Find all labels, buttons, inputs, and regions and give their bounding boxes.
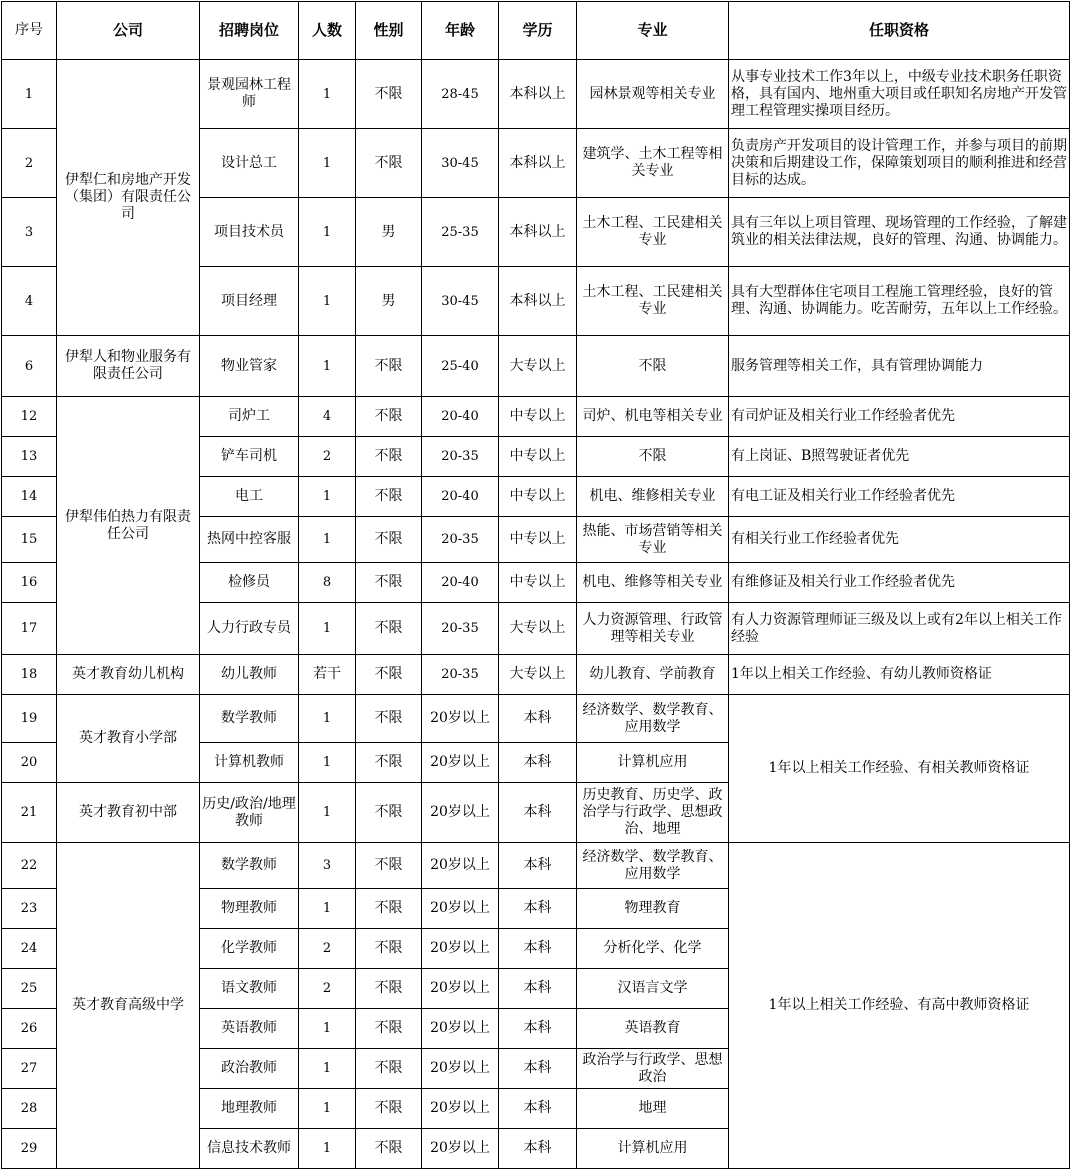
cell-age: 20岁以上 [422, 783, 499, 843]
cell-position: 热网中控客服 [200, 517, 299, 563]
cell-age: 20-35 [422, 437, 499, 477]
cell-major: 机电、维修相关专业 [577, 477, 729, 517]
cell-qualification: 服务管理等相关工作，具有管理协调能力 [729, 336, 1070, 397]
cell-major: 园林景观等相关专业 [577, 60, 729, 129]
cell-education: 大专以上 [499, 336, 577, 397]
cell-age: 20-40 [422, 477, 499, 517]
cell-major: 幼儿教育、学前教育 [577, 655, 729, 695]
cell-gender: 不限 [356, 929, 422, 969]
cell-count: 1 [299, 695, 356, 743]
cell-count: 3 [299, 843, 356, 889]
cell-count: 8 [299, 563, 356, 603]
cell-gender: 不限 [356, 695, 422, 743]
cell-gender: 不限 [356, 397, 422, 437]
header-age: 年龄 [422, 2, 499, 60]
cell-count: 1 [299, 198, 356, 267]
cell-qualification: 从事专业技术工作3年以上，中级专业技术职务任职资格，具有国内、地州重大项目或任职知名房地产开发管理工程管理实操项目经历。 [729, 60, 1070, 129]
cell-count: 1 [299, 267, 356, 336]
cell-age: 30-45 [422, 267, 499, 336]
header-position: 招聘岗位 [200, 2, 299, 60]
cell-count: 1 [299, 783, 356, 843]
cell-position: 景观园林工程师 [200, 60, 299, 129]
cell-age: 20岁以上 [422, 695, 499, 743]
table-row [2, 336, 1070, 397]
cell-company: 英才教育高级中学 [57, 843, 200, 1169]
cell-gender: 不限 [356, 1009, 422, 1049]
cell-company: 英才教育幼儿机构 [57, 655, 200, 695]
cell-age: 20-35 [422, 655, 499, 695]
cell-gender: 男 [356, 267, 422, 336]
cell-gender: 不限 [356, 129, 422, 198]
cell-education: 本科 [499, 1009, 577, 1049]
cell-seq: 25 [2, 969, 57, 1009]
cell-count: 1 [299, 129, 356, 198]
cell-qualification: 具有大型群体住宅项目工程施工管理经验，良好的管理、沟通、协调能力。吃苦耐劳，五年以上工作经验。 [729, 267, 1070, 336]
cell-position: 信息技术教师 [200, 1129, 299, 1169]
cell-seq: 23 [2, 889, 57, 929]
cell-major: 政治学与行政学、思想政治 [577, 1049, 729, 1089]
cell-qualification: 有电工证及相关行业工作经验者优先 [729, 477, 1070, 517]
cell-gender: 不限 [356, 1089, 422, 1129]
cell-age: 20岁以上 [422, 743, 499, 783]
cell-gender: 不限 [356, 843, 422, 889]
cell-major: 热能、市场营销等相关专业 [577, 517, 729, 563]
cell-seq: 26 [2, 1009, 57, 1049]
cell-seq: 17 [2, 603, 57, 655]
cell-gender: 不限 [356, 477, 422, 517]
cell-age: 20岁以上 [422, 1089, 499, 1129]
cell-position: 数学教师 [200, 695, 299, 743]
cell-qualification: 1年以上相关工作经验、有幼儿教师资格证 [729, 655, 1070, 695]
cell-count: 1 [299, 1009, 356, 1049]
cell-gender: 不限 [356, 969, 422, 1009]
cell-gender: 不限 [356, 563, 422, 603]
cell-count: 1 [299, 517, 356, 563]
cell-age: 20岁以上 [422, 1049, 499, 1089]
cell-education: 本科 [499, 783, 577, 843]
cell-company: 伊犁人和物业服务有限责任公司 [57, 336, 200, 397]
header-row [2, 2, 1070, 60]
cell-major: 不限 [577, 336, 729, 397]
cell-age: 20-35 [422, 517, 499, 563]
cell-education: 本科 [499, 969, 577, 1009]
cell-major: 计算机应用 [577, 1129, 729, 1169]
cell-position: 地理教师 [200, 1089, 299, 1129]
cell-count: 1 [299, 743, 356, 783]
table-row [2, 397, 1070, 437]
cell-position: 人力行政专员 [200, 603, 299, 655]
cell-major: 人力资源管理、行政管理等相关专业 [577, 603, 729, 655]
table-row [2, 843, 1070, 889]
cell-seq: 3 [2, 198, 57, 267]
cell-count: 1 [299, 336, 356, 397]
cell-seq: 18 [2, 655, 57, 695]
cell-seq: 1 [2, 60, 57, 129]
cell-count: 1 [299, 60, 356, 129]
cell-major: 不限 [577, 437, 729, 477]
cell-major: 经济数学、数学教育、应用数学 [577, 695, 729, 743]
header-seq: 序号 [2, 2, 57, 60]
cell-position: 电工 [200, 477, 299, 517]
cell-age: 20岁以上 [422, 889, 499, 929]
cell-age: 20-40 [422, 563, 499, 603]
cell-gender: 不限 [356, 517, 422, 563]
cell-education: 中专以上 [499, 563, 577, 603]
cell-count: 1 [299, 1089, 356, 1129]
cell-gender: 不限 [356, 437, 422, 477]
cell-seq: 29 [2, 1129, 57, 1169]
cell-seq: 15 [2, 517, 57, 563]
cell-gender: 男 [356, 198, 422, 267]
cell-gender: 不限 [356, 889, 422, 929]
cell-qualification: 有相关行业工作经验者优先 [729, 517, 1070, 563]
cell-seq: 6 [2, 336, 57, 397]
cell-age: 28-45 [422, 60, 499, 129]
cell-company: 伊犁伟伯热力有限责任公司 [57, 397, 200, 655]
cell-qualification-shared: 1年以上相关工作经验、有高中教师资格证 [729, 843, 1070, 1169]
cell-education: 中专以上 [499, 437, 577, 477]
cell-seq: 13 [2, 437, 57, 477]
cell-position: 项目技术员 [200, 198, 299, 267]
cell-count: 若干 [299, 655, 356, 695]
cell-education: 本科以上 [499, 129, 577, 198]
cell-position: 项目经理 [200, 267, 299, 336]
cell-education: 本科 [499, 843, 577, 889]
header-education: 学历 [499, 2, 577, 60]
header-qualification: 任职资格 [729, 2, 1070, 60]
cell-count: 1 [299, 1049, 356, 1089]
cell-position: 数学教师 [200, 843, 299, 889]
cell-count: 1 [299, 889, 356, 929]
header-gender: 性别 [356, 2, 422, 60]
cell-education: 本科以上 [499, 60, 577, 129]
cell-position: 铲车司机 [200, 437, 299, 477]
cell-education: 本科 [499, 1049, 577, 1089]
cell-education: 本科 [499, 929, 577, 969]
cell-company: 英才教育小学部 [57, 695, 200, 783]
cell-age: 30-45 [422, 129, 499, 198]
cell-age: 20岁以上 [422, 843, 499, 889]
cell-age: 20岁以上 [422, 1009, 499, 1049]
cell-education: 中专以上 [499, 477, 577, 517]
cell-age: 20岁以上 [422, 1129, 499, 1169]
cell-major: 司炉、机电等相关专业 [577, 397, 729, 437]
cell-gender: 不限 [356, 336, 422, 397]
table-row [2, 60, 1070, 129]
cell-seq: 28 [2, 1089, 57, 1129]
cell-position: 化学教师 [200, 929, 299, 969]
cell-age: 20岁以上 [422, 929, 499, 969]
cell-qualification: 有上岗证、B照驾驶证者优先 [729, 437, 1070, 477]
cell-gender: 不限 [356, 655, 422, 695]
cell-count: 2 [299, 437, 356, 477]
cell-major: 英语教育 [577, 1009, 729, 1049]
cell-seq: 14 [2, 477, 57, 517]
cell-gender: 不限 [356, 60, 422, 129]
cell-count: 2 [299, 969, 356, 1009]
cell-seq: 4 [2, 267, 57, 336]
cell-seq: 12 [2, 397, 57, 437]
cell-position: 计算机教师 [200, 743, 299, 783]
table-row [2, 655, 1070, 695]
cell-education: 本科以上 [499, 267, 577, 336]
cell-count: 1 [299, 603, 356, 655]
cell-seq: 27 [2, 1049, 57, 1089]
cell-major: 计算机应用 [577, 743, 729, 783]
cell-major: 建筑学、土木工程等相关专业 [577, 129, 729, 198]
cell-age: 20-35 [422, 603, 499, 655]
cell-position: 幼儿教师 [200, 655, 299, 695]
cell-qualification-shared: 1年以上相关工作经验、有相关教师资格证 [729, 695, 1070, 843]
header-count: 人数 [299, 2, 356, 60]
cell-seq: 21 [2, 783, 57, 843]
cell-qualification: 有维修证及相关行业工作经验者优先 [729, 563, 1070, 603]
cell-gender: 不限 [356, 603, 422, 655]
cell-age: 25-40 [422, 336, 499, 397]
table-row [2, 695, 1070, 743]
cell-seq: 20 [2, 743, 57, 783]
cell-position: 物理教师 [200, 889, 299, 929]
cell-gender: 不限 [356, 1129, 422, 1169]
cell-major: 汉语言文学 [577, 969, 729, 1009]
cell-seq: 24 [2, 929, 57, 969]
cell-gender: 不限 [356, 1049, 422, 1089]
cell-major: 土木工程、工民建相关专业 [577, 198, 729, 267]
cell-age: 20岁以上 [422, 969, 499, 1009]
cell-qualification: 有司炉证及相关行业工作经验者优先 [729, 397, 1070, 437]
cell-education: 本科 [499, 889, 577, 929]
cell-count: 1 [299, 1129, 356, 1169]
cell-education: 本科 [499, 743, 577, 783]
cell-education: 中专以上 [499, 517, 577, 563]
cell-gender: 不限 [356, 743, 422, 783]
cell-company: 伊犁仁和房地产开发（集团）有限责任公司 [57, 60, 200, 336]
cell-education: 本科以上 [499, 198, 577, 267]
cell-seq: 19 [2, 695, 57, 743]
header-company: 公司 [57, 2, 200, 60]
cell-education: 本科 [499, 1089, 577, 1129]
cell-education: 中专以上 [499, 397, 577, 437]
cell-qualification: 具有三年以上项目管理、现场管理的工作经验，了解建筑业的相关法律法规，良好的管理、沟通、协调能力。 [729, 198, 1070, 267]
cell-seq: 22 [2, 843, 57, 889]
cell-position: 政治教师 [200, 1049, 299, 1089]
cell-major: 机电、维修等相关专业 [577, 563, 729, 603]
cell-age: 20-40 [422, 397, 499, 437]
cell-position: 司炉工 [200, 397, 299, 437]
cell-position: 物业管家 [200, 336, 299, 397]
recruitment-table [1, 1, 1070, 1169]
cell-education: 本科 [499, 1129, 577, 1169]
cell-major: 经济数学、数学教育、应用数学 [577, 843, 729, 889]
cell-count: 4 [299, 397, 356, 437]
cell-qualification: 有人力资源管理师证三级及以上或有2年以上相关工作经验 [729, 603, 1070, 655]
cell-major: 物理教育 [577, 889, 729, 929]
cell-major: 分析化学、化学 [577, 929, 729, 969]
cell-seq: 16 [2, 563, 57, 603]
cell-count: 1 [299, 477, 356, 517]
cell-major: 地理 [577, 1089, 729, 1129]
cell-gender: 不限 [356, 783, 422, 843]
cell-age: 25-35 [422, 198, 499, 267]
header-major: 专业 [577, 2, 729, 60]
cell-qualification: 负责房产开发项目的设计管理工作，并参与项目的前期决策和后期建设工作，保障策划项目的顺利推进和经营目标的达成。 [729, 129, 1070, 198]
cell-education: 本科 [499, 695, 577, 743]
cell-major: 土木工程、工民建相关专业 [577, 267, 729, 336]
cell-education: 大专以上 [499, 603, 577, 655]
cell-seq: 2 [2, 129, 57, 198]
cell-position: 语文教师 [200, 969, 299, 1009]
cell-education: 大专以上 [499, 655, 577, 695]
cell-position: 设计总工 [200, 129, 299, 198]
cell-position: 英语教师 [200, 1009, 299, 1049]
cell-position: 检修员 [200, 563, 299, 603]
cell-major: 历史教育、历史学、政治学与行政学、思想政治、地理 [577, 783, 729, 843]
cell-company: 英才教育初中部 [57, 783, 200, 843]
cell-count: 2 [299, 929, 356, 969]
cell-position: 历史/政治/地理教师 [200, 783, 299, 843]
